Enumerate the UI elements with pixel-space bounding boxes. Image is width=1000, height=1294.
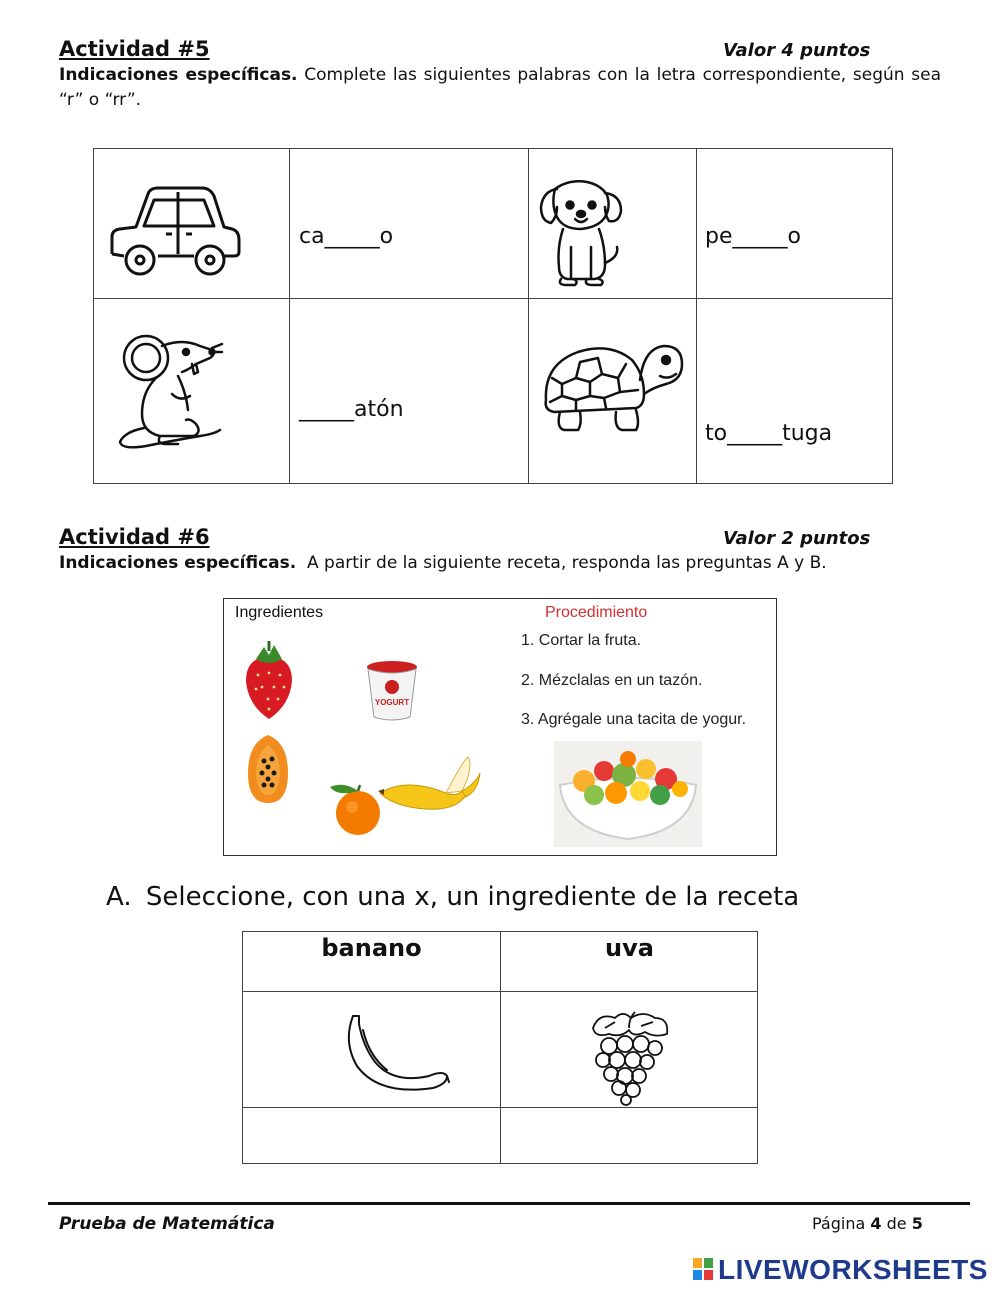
grapes-outline-icon [585,1008,673,1106]
word-raton[interactable]: _____atón [299,397,404,422]
page-prefix: Página [812,1214,866,1233]
banana-recipe-icon [376,753,482,815]
option-banano-label: banano [321,934,422,962]
activity6-title: Actividad #6 [59,525,210,549]
answer-box-uva[interactable] [502,1109,757,1163]
procedure-step-2: 2. Mézclalas en un tazón. [521,672,703,689]
activity5-instr-bold: Indicaciones específicas. [59,65,298,85]
activity6-instr-text: A partir de la siguiente receta, responda las preguntas A y B. [307,553,827,573]
options-table [242,931,758,1164]
liveworksheets-logo-icon [693,1258,713,1280]
answer-box-banano[interactable] [244,1109,499,1163]
activity5-instructions [59,63,941,113]
page-of: de [886,1214,907,1233]
car-icon [106,182,242,282]
question-a-letter: A. [106,882,132,912]
ingredients-label: Ingredientes [235,604,324,621]
turtle-icon [540,334,686,440]
procedure-label: Procedimiento [545,604,648,621]
word-carro[interactable]: ca_____o [299,224,394,249]
procedure-step-1: 1. Cortar la fruta. [521,632,642,649]
papaya-icon [244,733,292,805]
activity6-value: Valor 2 puntos [723,528,871,549]
word-tortuga[interactable]: to_____tuga [705,421,833,446]
activity5-table [93,148,893,484]
dog-icon [537,177,627,289]
question-a [106,882,799,912]
procedure-step-3: 3. Agrégale una tacita de yogur. [521,711,747,728]
yogurt-label: YOGURT [374,698,410,707]
activity6-instr-bold: Indicaciones específicas. [59,553,297,573]
option-uva-label: uva [605,934,654,962]
page-total: 5 [911,1214,923,1233]
banana-outline-icon [339,1012,451,1098]
page-current: 4 [870,1214,882,1233]
activity5-title: Actividad #5 [59,37,210,61]
orange-icon [324,777,384,837]
fruit-salad-icon [554,741,702,847]
page-number [812,1214,923,1233]
strawberry-icon [242,637,296,721]
question-a-text: Seleccione, con una x, un ingrediente de la receta [145,882,800,912]
footer-divider [48,1202,970,1205]
word-perro[interactable]: pe_____o [705,224,801,249]
recipe-box [223,598,777,856]
activity5-instr-text: Complete las siguientes palabras con la letra correspondiente, según sea “r” o “rr”. [59,65,941,110]
activity6-instructions [59,551,959,576]
footer-test-name: Prueba de Matemática [59,1214,275,1234]
yogurt-icon [364,659,420,725]
mouse-icon [116,332,224,452]
liveworksheets-brand[interactable]: LIVEWORKSHEETS [718,1254,988,1285]
activity5-value: Valor 4 puntos [723,40,871,61]
